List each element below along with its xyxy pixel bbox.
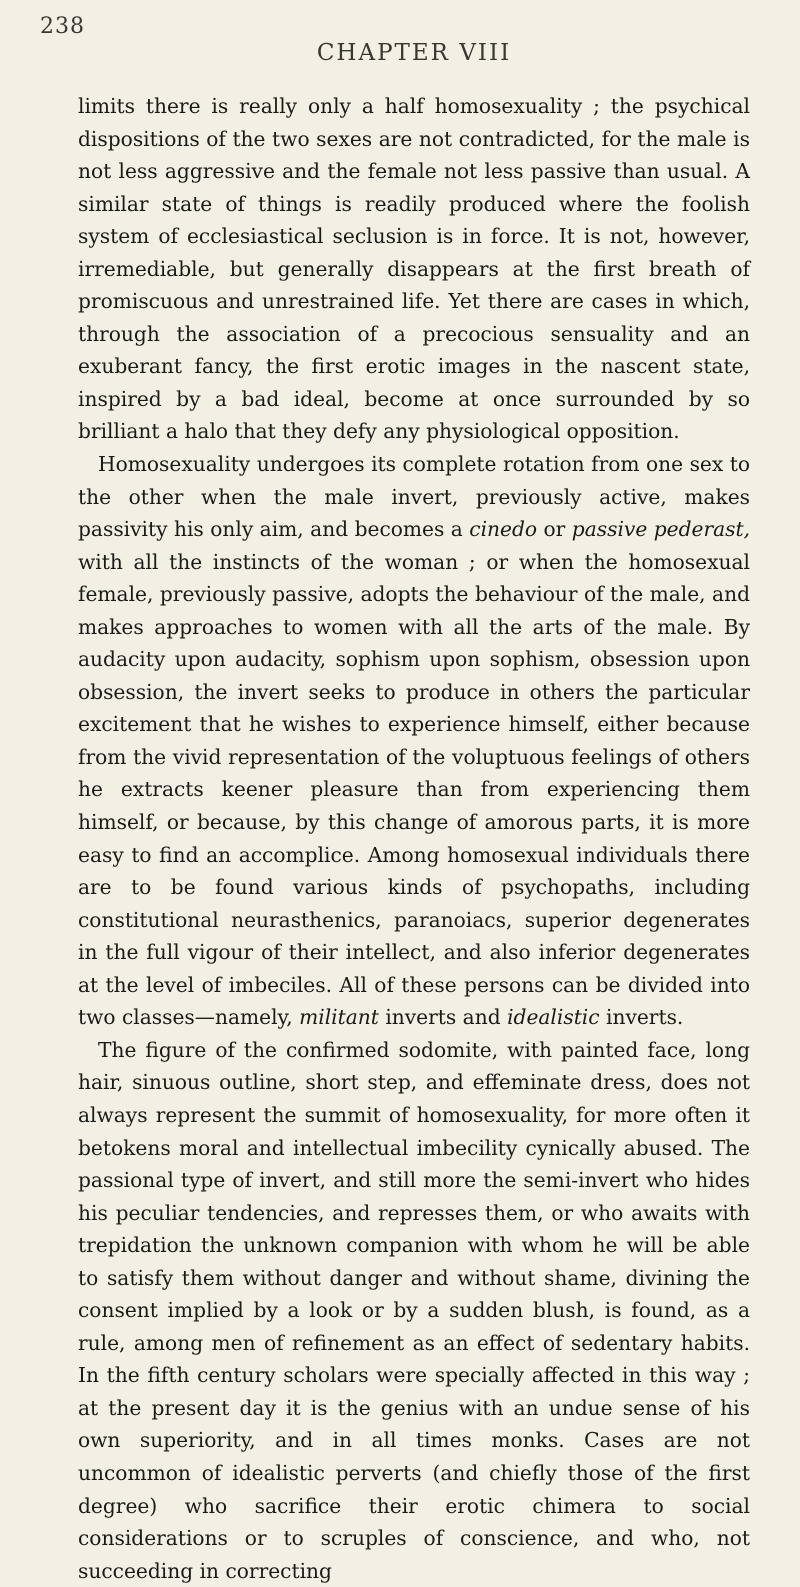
term-idealistic: idealistic <box>507 1005 600 1030</box>
paragraph-2-text-e: inverts. <box>599 1005 684 1030</box>
page-header <box>40 8 750 66</box>
paragraph-2-text-c: with all the instincts of the woman ; or when the homosexual female, previously passive, adopts the behaviour of the male, and makes approaches to women with all the arts of the male. By audacity upon audacity, sophism upon sophism, obsession upon obsession, the invert seeks to produce in others the particular excitement that he wishes to experience himself, either because from the vivid representation of the voluptuous feelings of others he extracts keener pleasure than from experiencing them himself, or because, by this change of amorous parts, it is more easy to find an accomplice. Among homosexual individuals there are to be found various kinds of psychopaths, including constitutional neurasthenics, paranoiacs, superior degenerates in the full vigour of their intellect, and also inferior degenerates at the level of imbeciles. All of these persons can be divided into two classes—namely, <box>78 549 750 1030</box>
term-passive-pederast: passive pederast, <box>571 517 751 542</box>
paragraph-2-text-d: inverts and <box>378 1005 508 1030</box>
term-militant: militant <box>299 1005 379 1030</box>
chapter-title: CHAPTER VIII <box>316 40 512 66</box>
paragraph-2-text-b: or <box>537 517 572 542</box>
paragraph-1: limits there is really only a half homosexuality ; the psychical dispositions of the two sexes are not contradicted, for the male is not less aggressive and the female not less passive than usual. A similar state of things is readily produced where the foolish system of ecclesiastical seclusion is in force. It is not, however, irremediable, but generally disappears at the first breath of promiscuous and unrestrained life. Yet there are cases in which, through the association of a precocious sensuality and an exuberant fancy, the first erotic images in the nascent state, inspired by a bad ideal, become at once surrounded by so brilliant a halo that they defy any physiological opposition. <box>78 94 750 444</box>
body-text <box>78 90 750 1587</box>
paragraph-2 <box>78 448 750 1034</box>
page-number: 238 <box>40 14 85 39</box>
paragraph-3: The figure of the confirmed sodomite, with painted face, long hair, sinuous outline, short step, and effeminate dress, does not always represent the summit of homosexuality, for more often it betokens moral and intellectual imbecility cynically abused. The passional type of invert, and still more the semi-invert who hides his peculiar tendencies, and represses them, or who awaits with trepidation the unknown companion with whom he will be able to satisfy them without danger and without shame, divining the consent implied by a look or by a sudden blush, is found, as a rule, among men of refinement as an effect of sedentary habits. In the fifth century scholars were specially affected in this way ; at the present day it is the genius with an undue sense of his own superiority, and in all times monks. Cases are not uncommon of idealistic perverts (and chiefly those of the first degree) who sacrifice their erotic chimera to social considerations or to scruples of conscience, and who, not succeeding in correcting <box>78 1037 750 1583</box>
paragraph-2-text-a: Homosexuality undergoes its complete rotation from one sex to the other when the male invert, previously active, makes passivity his only aim, and becomes a <box>78 452 750 542</box>
term-cinedo: cinedo <box>469 517 538 542</box>
